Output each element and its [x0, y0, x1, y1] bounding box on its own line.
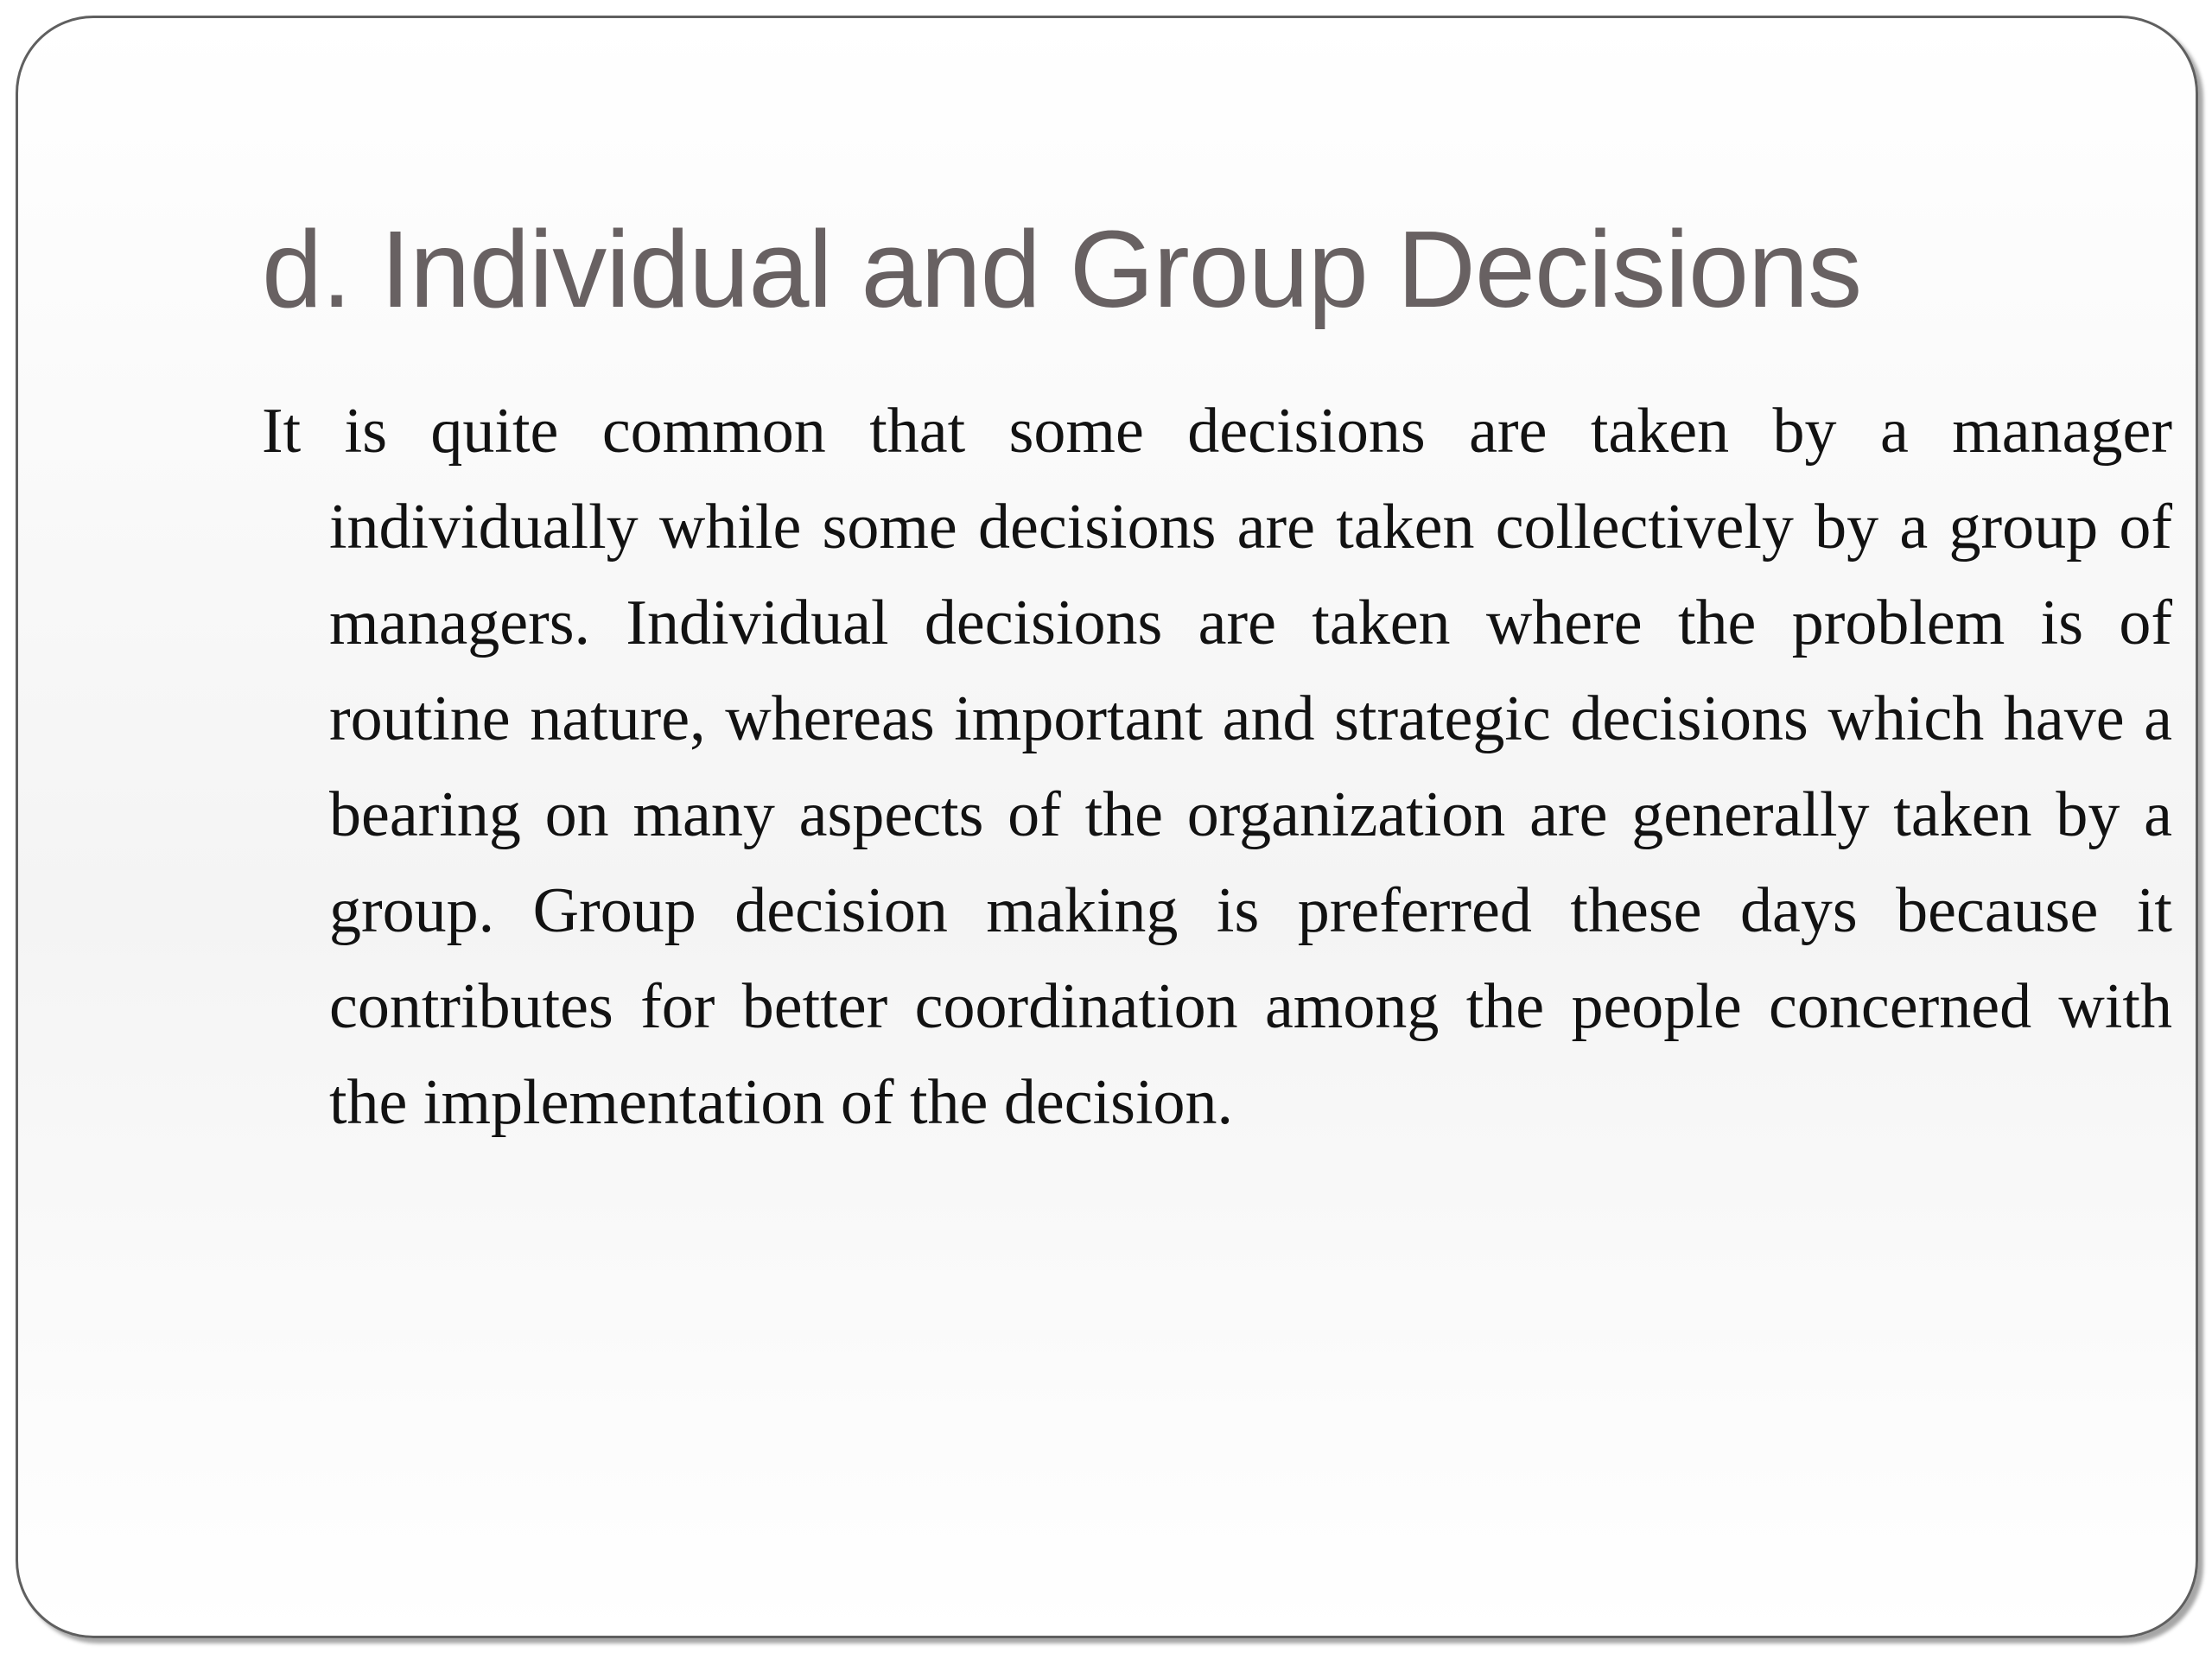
slide-title: d. Individual and Group Decisions [262, 208, 1862, 330]
slide-body-text: It is quite common that some decisions are taken by a manager individually while some decisions are taken collectively by a group of managers. Individual decisions are taken where the problem is of routine nature, whereas important and strategic decisions which have a bearing on many aspects of the organization are generally taken by a group. Group decision making is preferred these days because it contributes for better coordination among the people concerned with the implementation of the decision. [262, 396, 2172, 1138]
slide-frame [16, 16, 2198, 1638]
